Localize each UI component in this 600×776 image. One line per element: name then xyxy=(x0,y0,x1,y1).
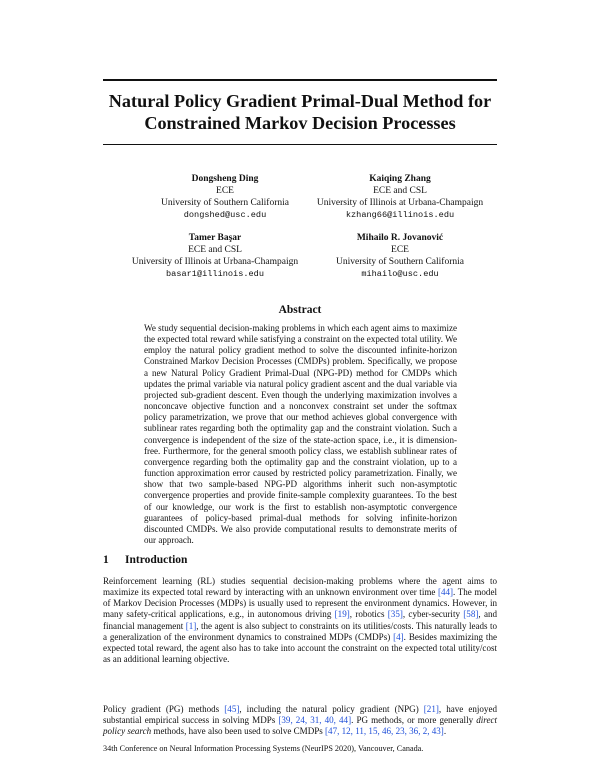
title-line-1: Natural Policy Gradient Primal-Dual Method for xyxy=(108,91,492,111)
section-heading-introduction xyxy=(103,554,187,566)
citation-link[interactable]: [35] xyxy=(387,609,403,620)
text-run: , the agent is also subject to constraints on its utilities/costs. This naturally leads to a generalization of the environment dynamics to constrained MDPs (CMDPs) xyxy=(103,620,498,642)
author-block-jovanovic xyxy=(300,232,500,280)
author-affiliation: University of Southern California xyxy=(161,198,289,208)
text-run: , have enjoyed substantial empirical success in solving MDPs xyxy=(103,704,497,726)
text-run: methods, have also been used to solve CMDPs xyxy=(151,726,326,737)
title-line-2: Constrained Markov Decision Processes xyxy=(144,113,456,133)
text-run: . The model of Markov Decision Processes (MDPs) is usually used to represent the environment dynamics. However, in many safety-critical applications, e.g., in autonomous driving xyxy=(103,587,497,620)
author-email: dongshed@usc.edu xyxy=(183,210,267,220)
abstract-heading: Abstract xyxy=(278,304,322,316)
author-name: Dongsheng Ding xyxy=(191,174,259,184)
intro-paragraph-2 xyxy=(103,704,497,737)
citation-link[interactable]: [39, 24, 31, 40, 44] xyxy=(278,715,352,726)
author-dept: ECE xyxy=(391,245,409,255)
author-affiliation: University of Illinois at Urbana-Champaign xyxy=(316,198,484,208)
author-block-zhang xyxy=(290,173,510,221)
author-name: Tamer Başar xyxy=(188,233,242,243)
author-email: kzhang66@illinois.edu xyxy=(345,210,455,220)
author-affiliation: University of Southern California xyxy=(336,257,464,267)
paper-title xyxy=(60,90,540,134)
author-name: Kaiqing Zhang xyxy=(369,174,431,184)
author-dept: ECE and CSL xyxy=(373,186,427,196)
text-run: , including the natural policy gradient (NPG) xyxy=(239,704,424,714)
citation-link[interactable]: [45] xyxy=(224,704,240,714)
author-block-basar xyxy=(105,232,325,280)
text-run: . xyxy=(443,726,447,737)
emphasis-text: direct policy search xyxy=(103,715,497,737)
text-run: . PG methods, or more generally xyxy=(351,715,477,726)
section-number: 1 xyxy=(103,554,109,566)
author-affiliation: University of Illinois at Urbana-Champaign xyxy=(131,257,299,267)
text-run: Reinforcement learning (RL) studies sequential decision-making problems where the agent aims to maximize its expected total reward by interacting with an unknown environment over time xyxy=(103,576,497,598)
section-title: Introduction xyxy=(125,554,188,566)
citation-link[interactable]: [1] xyxy=(185,620,197,631)
title-top-rule xyxy=(103,79,497,81)
text-run: . Besides maximizing the expected total reward, the agent also has to take into account the constraint on the expected total utility/cost as an additional learning objective. xyxy=(103,631,497,665)
abstract-body: We study sequential decision-making problems in which each agent aims to maximize the expected total reward while satisfying a constraint on the expected total utility. We employ the natural policy gradient method to solve the discounted infinite-horizon Constrained Markov Decision Processes (CMDPs) problem. Specifically, we propose a new Natural Policy Gradient Primal-Dual (NPG-PD) method for CMDPs which updates the primal variable via natural policy gradient ascent and the dual variable via projected sub-gradient descent. Even though the underlying maximization involves a nonconcave objective function and a nonconvex constraint set under the softmax policy parametrization, we prove that our method achieves global convergence with sublinear rates regarding both the optimality gap and the constraint violation. Such a convergence is independent of the size of the state-action space, i.e., it is dimension-free. Furthermore, for the general smooth policy class, we establish sublinear rates of convergence regarding both the optimality gap and the constraint violation, up to a function approximation error caused by restricted policy parametrization. Finally, we show that two sample-based NPG-PD algorithms inherit such non-asymptotic convergence properties and provide finite-sample complexity guarantees. To the best of our knowledge, our work is the first to establish non-asymptotic convergence guarantees of policy-based primal-dual methods for solving infinite-horizon discounted CMDPs. We also provide computational results to demonstrate merits of our approach. xyxy=(144,323,457,545)
citation-link[interactable]: [4] xyxy=(393,631,404,642)
text-run: , and financial management xyxy=(103,609,498,631)
text-run: Policy gradient (PG) methods xyxy=(103,704,225,714)
author-dept: ECE and CSL xyxy=(188,245,242,255)
title-bottom-rule xyxy=(103,144,497,145)
citation-link[interactable]: [58] xyxy=(463,609,479,620)
citation-link[interactable]: [19] xyxy=(334,609,350,620)
citation-link[interactable]: [44] xyxy=(437,587,454,598)
author-dept: ECE xyxy=(216,186,234,196)
text-run: , robotics xyxy=(349,609,388,620)
conference-footnote: 34th Conference on Neural Information Processing Systems (NeurIPS 2020), Vancouver, Canada. xyxy=(103,744,424,753)
citation-link[interactable]: [47, 12, 11, 15, 46, 23, 36, 2, 43] xyxy=(325,726,444,737)
intro-paragraph-1 xyxy=(103,576,497,665)
author-email: mihailo@usc.edu xyxy=(361,269,439,279)
citation-link[interactable]: [21] xyxy=(423,704,439,714)
author-name: Mihailo R. Jovanović xyxy=(356,233,444,243)
author-email: basar1@illinois.edu xyxy=(166,269,264,279)
text-run: , cyber-security xyxy=(402,609,464,620)
